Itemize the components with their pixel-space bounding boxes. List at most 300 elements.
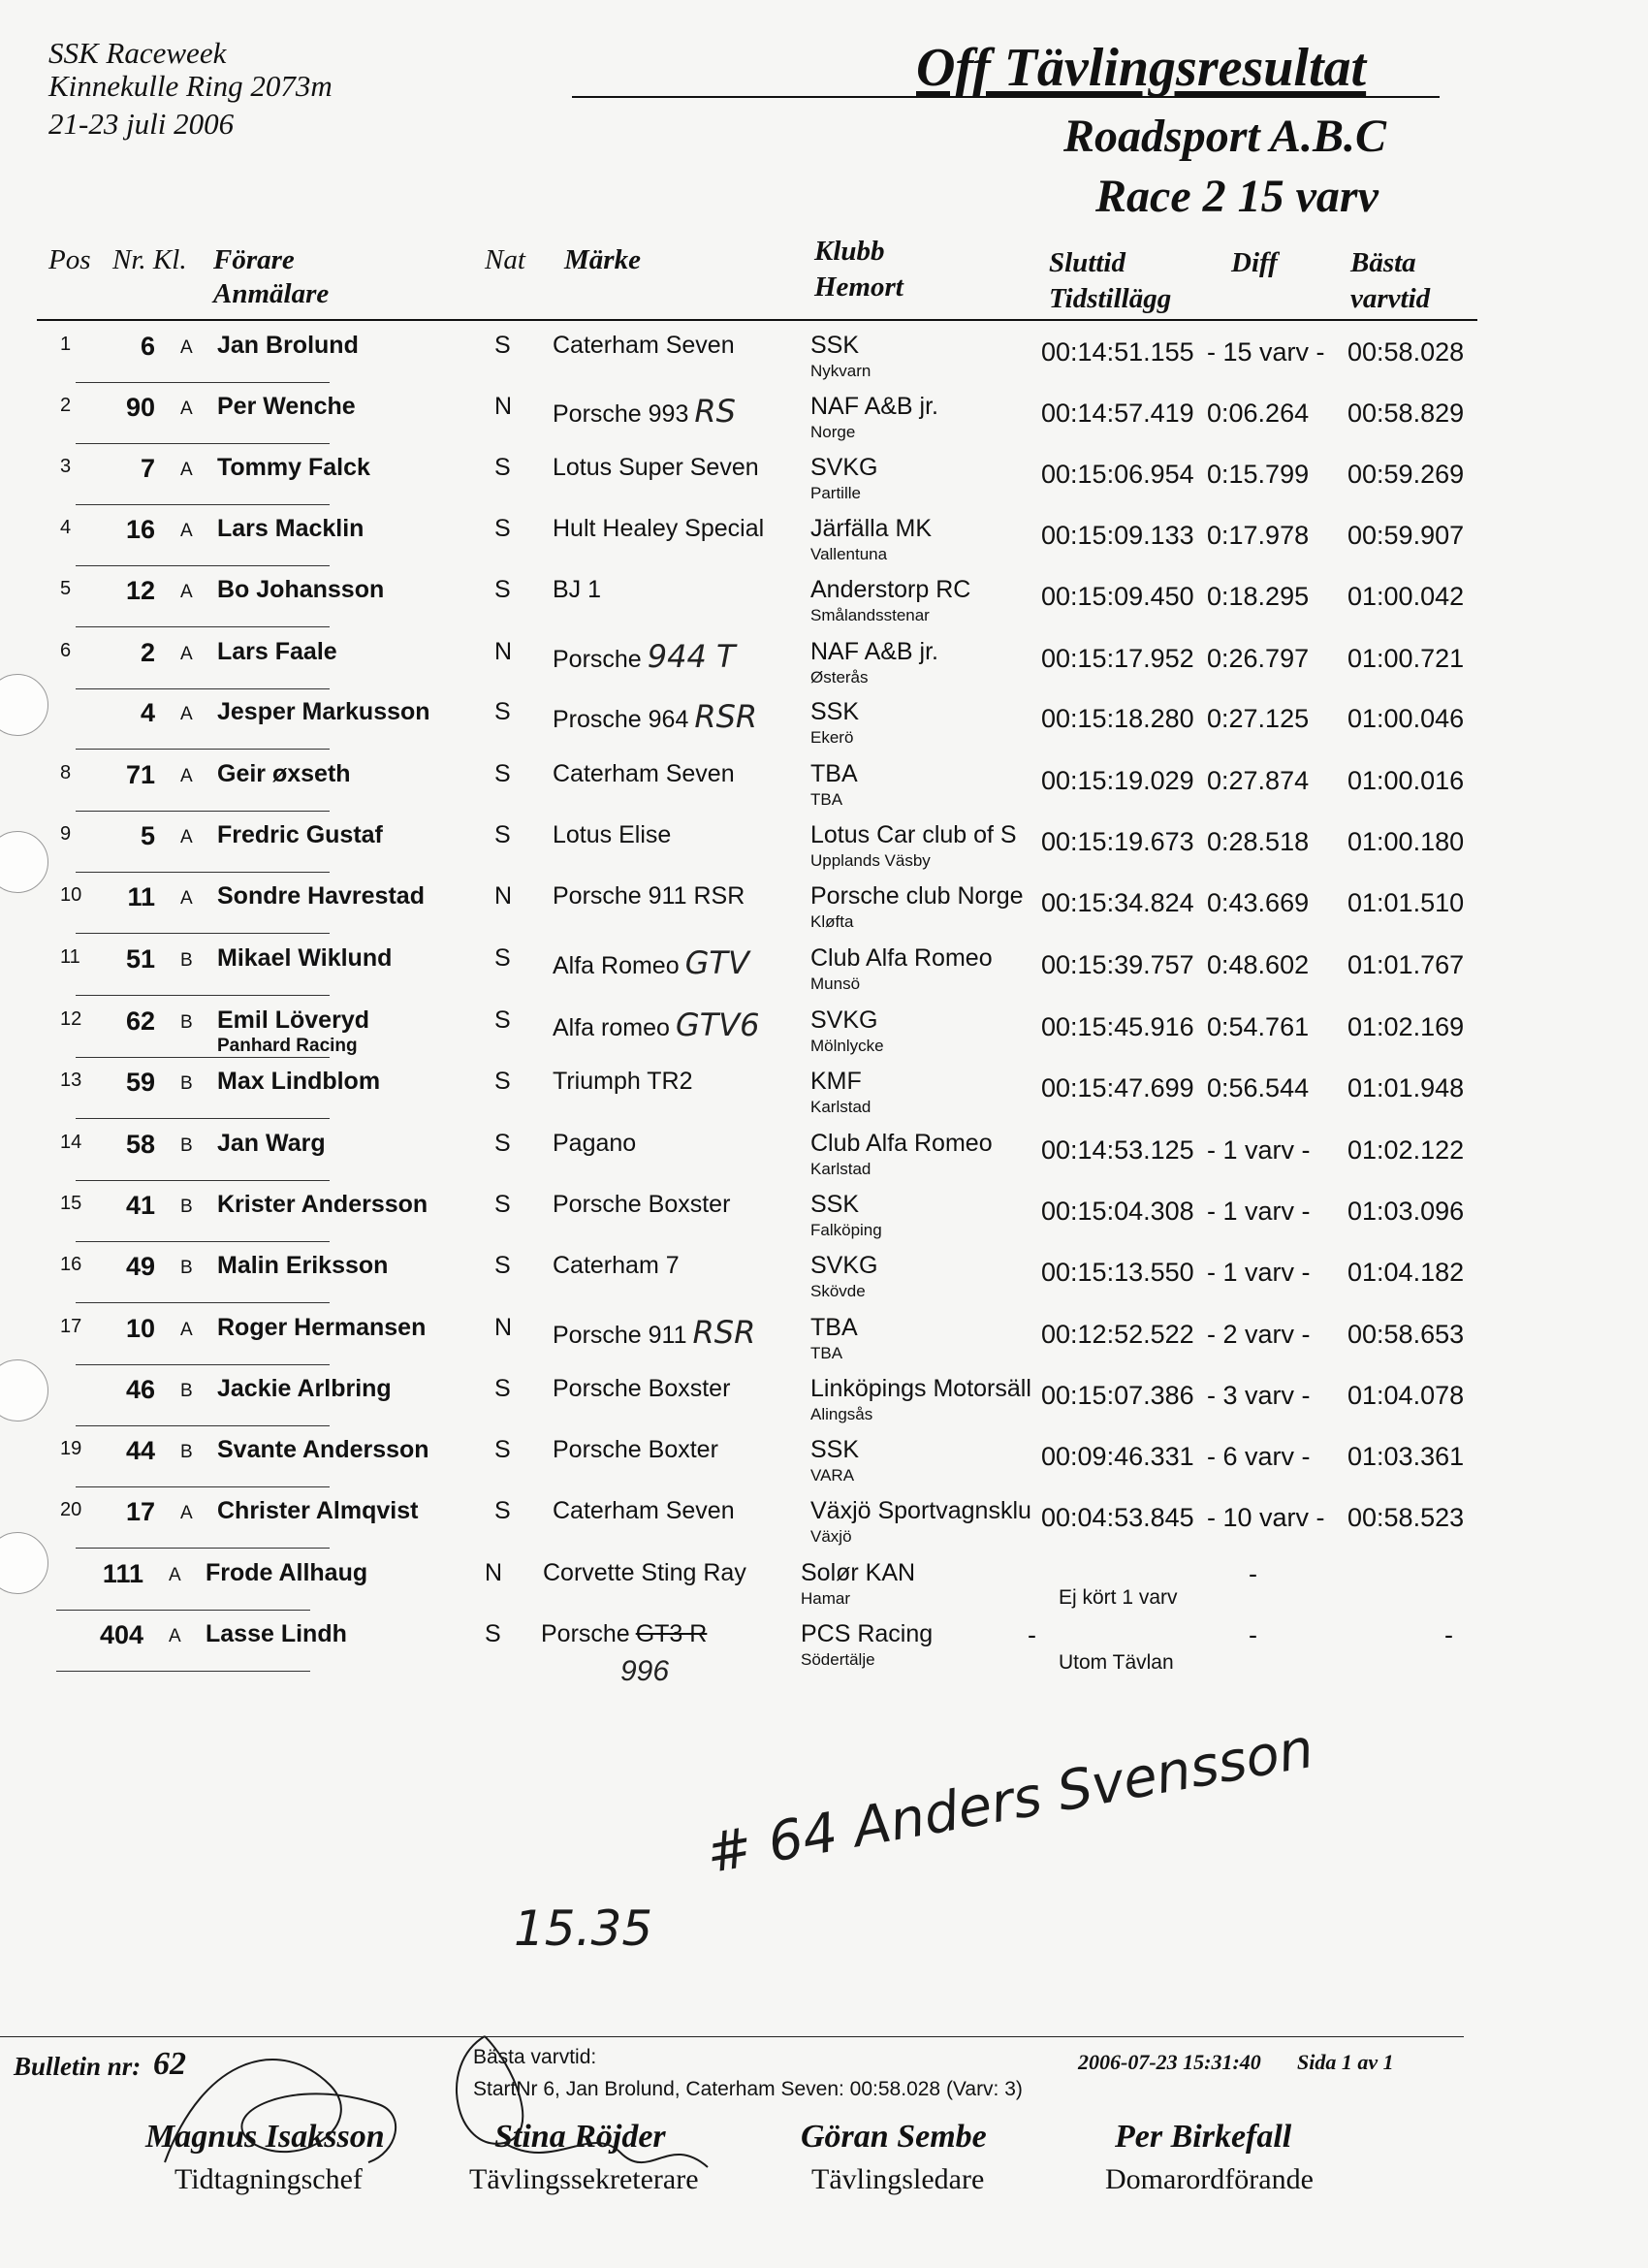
club-name: Anderstorp RC	[810, 576, 971, 603]
nationality: N	[494, 882, 513, 910]
nationality: N	[494, 1314, 513, 1341]
start-number: 111	[102, 1559, 143, 1588]
finish-time: 00:15:13.550	[1041, 1258, 1194, 1287]
start-number: 7	[140, 454, 155, 483]
car-make-text: Porsche 911	[553, 1322, 687, 1349]
car-make: Pagano	[553, 1130, 637, 1157]
club-name: KMF	[810, 1068, 862, 1095]
start-number: 71	[125, 760, 155, 789]
table-row	[0, 1122, 1648, 1183]
best-lap: 01:04.078	[1347, 1381, 1465, 1410]
car-make-group	[553, 638, 736, 675]
col-marke: Märke	[564, 244, 641, 275]
table-row	[0, 999, 1648, 1060]
home-town: Karlstad	[810, 1160, 872, 1178]
nationality: S	[494, 760, 511, 787]
finish-time: 00:14:57.419	[1041, 399, 1194, 428]
home-town: Falköping	[810, 1221, 882, 1239]
nationality: S	[494, 698, 511, 725]
best-lap: 01:00.180	[1347, 827, 1465, 856]
club-name: SVKG	[810, 1006, 878, 1034]
club-name: SSK	[810, 332, 860, 359]
nationality: S	[494, 1252, 511, 1279]
row-divider	[76, 1118, 330, 1119]
row-divider	[76, 382, 330, 383]
time-diff: 0:27.125	[1207, 704, 1310, 733]
finish-time: 00:15:47.699	[1041, 1073, 1194, 1102]
col-klubb: Klubb	[814, 236, 885, 267]
home-town: Södertälje	[801, 1650, 875, 1669]
class-letter: A	[180, 888, 193, 909]
finish-time: 00:15:06.954	[1041, 460, 1194, 489]
row-divider	[76, 1548, 330, 1549]
best-lap: 00:59.269	[1347, 460, 1465, 489]
home-town: VARA	[810, 1466, 855, 1485]
result-position: 6	[60, 640, 72, 661]
venue: Kinnekulle Ring 2073m	[48, 69, 333, 103]
club-name: NAF A&B jr.	[810, 393, 938, 420]
start-number: 90	[125, 393, 155, 422]
handwritten-make-note: RS	[694, 393, 736, 430]
driver-name: Jan Brolund	[217, 332, 359, 359]
result-position: 19	[60, 1438, 82, 1459]
row-divider	[76, 933, 330, 934]
start-number: 404	[99, 1620, 143, 1649]
start-number: 62	[125, 1006, 155, 1036]
bulletin-label: Bulletin nr:	[14, 2052, 142, 2081]
driver-name: Emil Löveryd	[217, 1006, 369, 1034]
best-lap-text: StartNr 6, Jan Brolund, Caterham Seven: 00:58.028 (Varv: 3)	[473, 2078, 1023, 2100]
start-number: 44	[125, 1436, 155, 1465]
club-name: Club Alfa Romeo	[810, 1130, 993, 1157]
row-divider	[76, 1241, 330, 1242]
class-letter: A	[180, 399, 193, 419]
driver-name: Krister Andersson	[217, 1191, 428, 1218]
class-letter: A	[180, 704, 193, 724]
event-name: SSK Raceweek	[48, 36, 227, 70]
best-lap: 01:03.361	[1347, 1442, 1465, 1471]
dash: -	[1444, 1620, 1453, 1649]
start-number: 41	[125, 1191, 155, 1220]
car-make-group	[553, 393, 736, 430]
nationality: S	[494, 454, 511, 481]
home-town: Alingsås	[810, 1405, 873, 1423]
best-lap: 00:58.829	[1347, 399, 1465, 428]
table-row	[0, 752, 1648, 814]
nationality: N	[494, 638, 513, 665]
row-divider	[56, 1671, 310, 1672]
start-number: 58	[125, 1130, 155, 1159]
club-name: NAF A&B jr.	[810, 638, 938, 665]
start-number: 46	[125, 1375, 155, 1404]
time-diff: - 1 varv -	[1207, 1197, 1311, 1226]
start-number: 10	[125, 1314, 155, 1343]
time-diff: 0:48.602	[1207, 950, 1310, 979]
class-letter: A	[180, 827, 193, 847]
car-make: Corvette Sting Ray	[543, 1559, 746, 1586]
car-make: BJ 1	[553, 576, 602, 603]
result-position: 8	[60, 762, 72, 783]
start-number: 4	[140, 698, 155, 727]
time-diff: - 6 varv -	[1207, 1442, 1311, 1471]
nationality: S	[494, 1068, 511, 1095]
result-position: 4	[60, 517, 72, 538]
driver-name: Roger Hermansen	[217, 1314, 427, 1341]
driver-name: Tommy Falck	[217, 454, 370, 481]
document-title: Off Tävlingsresultat	[916, 38, 1367, 98]
col-varvtid: varvtid	[1350, 283, 1431, 314]
car-make: Caterham Seven	[553, 1497, 735, 1524]
club-name: PCS Racing	[801, 1620, 934, 1647]
car-make-group	[553, 944, 749, 981]
finish-time: 00:15:17.952	[1041, 644, 1194, 673]
col-pos: Pos	[48, 244, 91, 275]
finish-time: 00:15:07.386	[1041, 1381, 1194, 1410]
col-hemort: Hemort	[814, 272, 903, 303]
finish-time: 00:15:39.757	[1041, 950, 1194, 979]
car-make-text: Alfa romeo	[553, 1014, 670, 1041]
table-row	[0, 568, 1648, 629]
best-lap: 00:58.028	[1347, 337, 1465, 367]
home-town: Smålandsstenar	[810, 606, 930, 624]
best-lap: 01:04.182	[1347, 1258, 1465, 1287]
nationality: S	[494, 1191, 511, 1218]
car-make: Hult Healey Special	[553, 515, 765, 542]
home-town: Kløfta	[810, 912, 854, 931]
result-position: 10	[60, 884, 82, 906]
row-divider	[76, 443, 330, 444]
best-lap: 01:02.122	[1347, 1135, 1465, 1165]
driver-name: Per Wenche	[217, 393, 356, 420]
finish-time: 00:09:46.331	[1041, 1442, 1194, 1471]
club-name: Växjö Sportvagnsklu	[810, 1497, 1031, 1524]
time-diff: - 1 varv -	[1207, 1135, 1311, 1165]
finish-time: 00:14:53.125	[1041, 1135, 1194, 1165]
club-name: SVKG	[810, 1252, 878, 1279]
result-position: 9	[60, 823, 72, 845]
home-town: Norge	[810, 423, 856, 441]
best-lap: 01:02.169	[1347, 1012, 1465, 1041]
time-diff: - 10 varv -	[1207, 1503, 1325, 1532]
row-divider	[76, 1180, 330, 1181]
home-town: Munsö	[810, 974, 861, 993]
col-tidstillagg: Tidstillägg	[1049, 283, 1172, 314]
table-row	[0, 875, 1648, 936]
finish-time: 00:15:09.133	[1041, 521, 1194, 550]
nationality: S	[494, 944, 511, 972]
club-name: TBA	[810, 760, 858, 787]
time-diff: 0:54.761	[1207, 1012, 1310, 1041]
start-number: 2	[140, 638, 155, 667]
row-divider	[76, 811, 330, 812]
race-info: Race 2 15 varv	[1095, 171, 1379, 222]
car-make: Porsche 911 RSR	[553, 882, 745, 910]
club-name: Lotus Car club of S	[810, 821, 1017, 848]
table-row	[0, 690, 1648, 751]
dash: -	[1028, 1620, 1036, 1649]
home-town: Hamar	[801, 1589, 851, 1608]
table-row	[0, 1306, 1648, 1367]
nationality: S	[494, 576, 511, 603]
start-number: 59	[125, 1068, 155, 1097]
result-position: 2	[60, 395, 72, 416]
home-town: TBA	[810, 790, 843, 809]
club-name: SSK	[810, 1436, 860, 1463]
class-letter: A	[180, 1503, 193, 1523]
time-diff: 0:17.978	[1207, 521, 1310, 550]
result-position: 12	[60, 1008, 82, 1030]
club-name: SSK	[810, 698, 860, 725]
time-diff: 0:18.295	[1207, 582, 1310, 611]
car-make-text: Porsche	[541, 1620, 630, 1647]
driver-name: Lars Faale	[217, 638, 337, 665]
nationality: S	[494, 821, 511, 848]
driver-name: Jan Warg	[217, 1130, 326, 1157]
table-row	[0, 324, 1648, 385]
best-lap: 01:00.046	[1347, 704, 1465, 733]
col-basta: Bästa	[1350, 247, 1416, 278]
start-number: 49	[125, 1252, 155, 1281]
signature-role: Tidtagningschef	[174, 2163, 363, 2195]
class-letter: A	[180, 337, 193, 358]
nationality: N	[485, 1559, 503, 1586]
finish-time: 00:15:18.280	[1041, 704, 1194, 733]
bulletin-number: 62	[153, 2046, 186, 2082]
row-divider	[76, 504, 330, 505]
time-diff: 0:15.799	[1207, 460, 1310, 489]
finish-time: 00:15:19.029	[1041, 766, 1194, 795]
class-letter: A	[169, 1565, 181, 1585]
class-letter: A	[180, 582, 193, 602]
home-town: Mölnlycke	[810, 1037, 884, 1055]
entrant-name: Panhard Racing	[217, 1036, 358, 1056]
car-make: Porsche Boxter	[553, 1436, 718, 1463]
home-town: Upplands Väsby	[810, 851, 931, 870]
result-position: 11	[60, 946, 80, 968]
nationality: S	[494, 1497, 511, 1524]
best-lap: 01:01.767	[1347, 950, 1465, 979]
driver-name: Frode Allhaug	[206, 1559, 368, 1586]
row-divider	[56, 1610, 310, 1611]
nationality: S	[494, 332, 511, 359]
handwritten-make-note: 944 T	[647, 638, 736, 675]
home-town: Nykvarn	[810, 362, 872, 380]
col-sluttid: Sluttid	[1049, 247, 1125, 278]
handwritten-time-note: 15.35	[514, 1901, 653, 1957]
start-number: 51	[125, 944, 155, 974]
result-position: 1	[60, 334, 72, 355]
handwritten-make-note: GTV6	[675, 1006, 760, 1043]
driver-name: Malin Eriksson	[217, 1252, 389, 1279]
col-nr-kl: Nr. Kl.	[112, 244, 187, 275]
signature-scrawl	[427, 2007, 737, 2201]
start-number: 17	[125, 1497, 155, 1526]
car-make: Porsche Boxster	[553, 1375, 731, 1402]
handwritten-make-note: 996	[620, 1655, 670, 1687]
car-make-group	[553, 698, 757, 735]
class-letter: A	[180, 1320, 193, 1340]
club-name: SSK	[810, 1191, 860, 1218]
row-divider	[76, 688, 330, 689]
table-row-unclassified	[0, 1613, 1648, 1687]
signature-role: Domarordförande	[1105, 2163, 1314, 2195]
driver-name: Bo Johansson	[217, 576, 385, 603]
class-letter: B	[180, 1073, 193, 1094]
best-lap: 01:00.042	[1347, 582, 1465, 611]
club-name: Linköpings Motorsäll	[810, 1375, 1031, 1402]
table-row	[0, 507, 1648, 568]
row-divider	[76, 1425, 330, 1426]
home-town: Karlstad	[810, 1098, 872, 1116]
start-number: 11	[127, 882, 155, 911]
table-row	[0, 1183, 1648, 1244]
class-letter: B	[180, 950, 193, 971]
start-number: 6	[140, 332, 155, 361]
handwritten-make-note: RSR	[694, 698, 758, 735]
finish-time: 00:15:04.308	[1041, 1197, 1194, 1226]
signature-name: Per Birkefall	[1115, 2119, 1292, 2155]
header-rule	[37, 319, 1477, 321]
best-lap: 01:01.510	[1347, 888, 1465, 917]
row-divider	[76, 1057, 330, 1058]
car-make: Lotus Elise	[553, 821, 672, 848]
car-make-text: Alfa Romeo	[553, 952, 680, 979]
time-diff: 0:43.669	[1207, 888, 1310, 917]
time-diff: 0:28.518	[1207, 827, 1310, 856]
club-name: TBA	[810, 1314, 858, 1341]
home-town: Vallentuna	[810, 545, 888, 563]
driver-name: Lars Macklin	[217, 515, 364, 542]
status-text: Ej kört 1 varv	[1059, 1586, 1178, 1609]
car-make: Triumph TR2	[553, 1068, 693, 1095]
car-make: Caterham 7	[553, 1252, 680, 1279]
finish-time: 00:12:52.522	[1041, 1320, 1194, 1349]
time-diff: - 1 varv -	[1207, 1258, 1311, 1287]
best-lap-label: Bästa varvtid:	[473, 2046, 597, 2068]
print-datetime: 2006-07-23 15:31:40	[1078, 2050, 1261, 2074]
club-name: Porsche club Norge	[810, 882, 1024, 910]
table-row	[0, 446, 1648, 507]
car-make-text: Porsche 993	[553, 400, 689, 428]
result-position: 13	[60, 1070, 82, 1091]
table-row	[0, 385, 1648, 446]
best-lap: 00:58.653	[1347, 1320, 1465, 1349]
signature-scrawl	[145, 2017, 436, 2191]
class-name: Roadsport A.B.C	[1063, 111, 1386, 162]
table-row	[0, 630, 1648, 691]
result-position: 17	[60, 1316, 82, 1337]
best-lap: 01:00.016	[1347, 766, 1465, 795]
signature-role: Tävlingssekreterare	[469, 2163, 699, 2195]
signature-role: Tävlingsledare	[811, 2163, 985, 2195]
table-row	[0, 814, 1648, 875]
finish-time: 00:04:53.845	[1041, 1503, 1194, 1532]
finish-time: 00:15:34.824	[1041, 888, 1194, 917]
car-make: Caterham Seven	[553, 332, 735, 359]
table-row	[0, 1367, 1648, 1428]
handwritten-make-note: GTV	[684, 944, 749, 981]
dash: -	[1249, 1620, 1257, 1649]
row-divider	[76, 1302, 330, 1303]
finish-time: 00:15:45.916	[1041, 1012, 1194, 1041]
best-lap: 01:00.721	[1347, 644, 1465, 673]
nationality: S	[494, 1130, 511, 1157]
class-letter: A	[180, 766, 193, 786]
table-row	[0, 1060, 1648, 1121]
home-town: Ekerö	[810, 728, 854, 747]
status-text: Utom Tävlan	[1059, 1651, 1174, 1674]
col-diff: Diff	[1231, 247, 1278, 278]
result-position: 5	[60, 578, 72, 599]
home-town: Partille	[810, 484, 861, 502]
car-make: Caterham Seven	[553, 760, 735, 787]
class-letter: B	[180, 1135, 193, 1156]
class-letter: B	[180, 1197, 193, 1217]
result-position: 3	[60, 456, 72, 477]
signature-name: Göran Sembe	[801, 2119, 987, 2155]
home-town: Østerås	[810, 668, 869, 687]
start-number: 12	[125, 576, 155, 605]
class-letter: B	[180, 1258, 193, 1278]
nationality: S	[494, 1436, 511, 1463]
car-make-text: Porsche	[553, 646, 642, 673]
result-position: 14	[60, 1132, 82, 1153]
result-position: 16	[60, 1254, 82, 1275]
row-divider	[76, 872, 330, 873]
time-diff: - 15 varv -	[1207, 337, 1325, 367]
class-letter: A	[180, 460, 193, 480]
driver-name: Geir øxseth	[217, 760, 351, 787]
driver-name: Sondre Havrestad	[217, 882, 425, 910]
dash: -	[1249, 1559, 1257, 1588]
class-letter: B	[180, 1381, 193, 1401]
best-lap: 01:01.948	[1347, 1073, 1465, 1102]
time-diff: - 3 varv -	[1207, 1381, 1311, 1410]
home-town: Skövde	[810, 1282, 866, 1300]
class-letter: A	[169, 1626, 181, 1646]
row-divider	[76, 565, 330, 566]
club-name: Solør KAN	[801, 1559, 916, 1586]
time-diff: 0:06.264	[1207, 399, 1310, 428]
car-make-text: Prosche 964	[553, 706, 689, 733]
event-dates: 21-23 juli 2006	[48, 107, 235, 141]
car-make-group	[553, 1314, 755, 1351]
car-make-group	[541, 1620, 707, 1648]
table-row	[0, 1244, 1648, 1305]
row-divider	[76, 749, 330, 750]
car-make: Porsche Boxster	[553, 1191, 731, 1218]
time-diff: 0:56.544	[1207, 1073, 1310, 1102]
col-forare: Förare	[213, 244, 295, 275]
nationality: S	[494, 1375, 511, 1402]
driver-name: Fredric Gustaf	[217, 821, 383, 848]
class-letter: B	[180, 1442, 193, 1462]
club-name: Club Alfa Romeo	[810, 944, 993, 972]
club-name: Järfälla MK	[810, 515, 933, 542]
driver-name: Max Lindblom	[217, 1068, 381, 1095]
signature-name: Stina Röjder	[494, 2119, 666, 2155]
class-letter: B	[180, 1012, 193, 1033]
time-diff: 0:26.797	[1207, 644, 1310, 673]
row-divider	[76, 1486, 330, 1487]
finish-time: 00:14:51.155	[1041, 337, 1194, 367]
result-position: 15	[60, 1193, 82, 1214]
nationality: S	[494, 515, 511, 542]
time-diff: - 2 varv -	[1207, 1320, 1311, 1349]
table-row	[0, 1489, 1648, 1550]
nationality: N	[494, 393, 513, 420]
table-row-unclassified	[0, 1551, 1648, 1613]
